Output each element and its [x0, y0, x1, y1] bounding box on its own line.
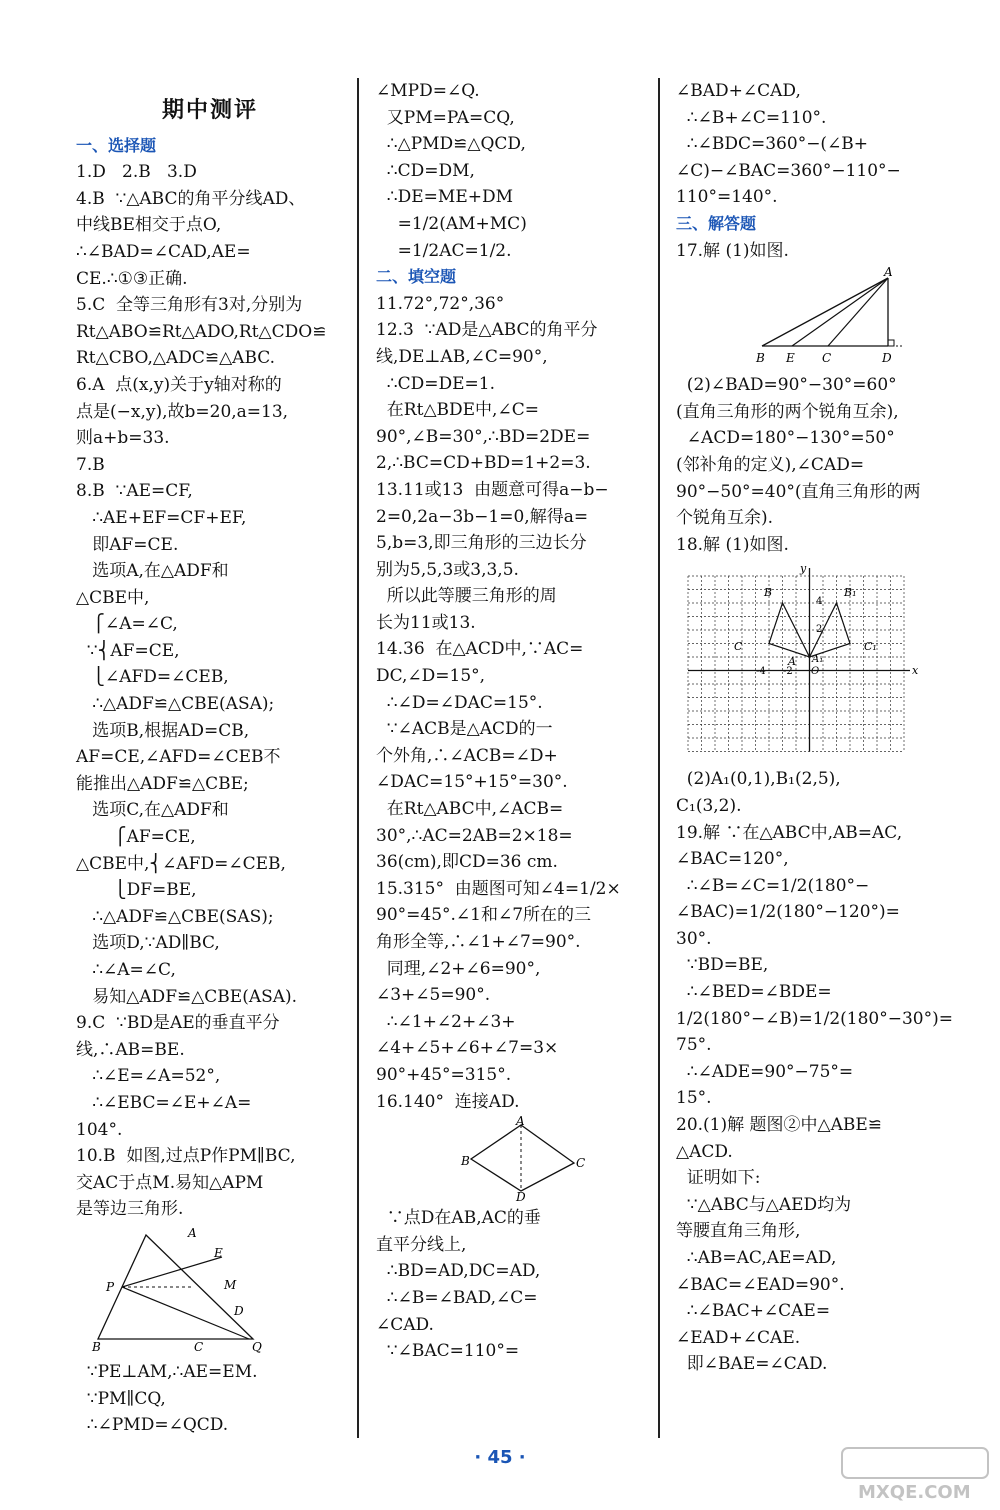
column-divider-1 [357, 78, 359, 1438]
text-line: ∵∠ACB是△ACD的一 [376, 719, 553, 740]
fig10-label: A [188, 1225, 197, 1240]
figure-q16 [376, 1114, 586, 1205]
text-line: 线,∴AB=BE. [76, 1039, 185, 1060]
text-line: ∴∠PMD=∠QCD. [76, 1415, 229, 1436]
column-3 [676, 78, 953, 1378]
text-line: 75°. [676, 1035, 712, 1056]
text-line: ∠CAD. [376, 1314, 434, 1335]
svg-text:A: A [884, 265, 893, 280]
text-line: ∵⎨AF=CE, [76, 640, 180, 661]
text-line: 90°,∠B=30°,∴BD=2DE= [376, 426, 591, 447]
text-line: ∵∠BAC=110°= [376, 1341, 520, 1362]
svg-text:A₁: A₁ [812, 654, 824, 666]
text-line: (2)A₁(0,1),B₁(2,5), [676, 769, 841, 790]
text-line: 6.A 点(x,y)关于y轴对称的 [76, 374, 282, 395]
svg-text:B: B [764, 586, 773, 600]
text-line: AF=CE,∠AFD=∠CEB不 [76, 747, 281, 768]
text-line: ∠BAD+∠CAD, [676, 81, 801, 101]
text-line: 中线BE相交于点O, [76, 215, 222, 236]
svg-text:C: C [822, 351, 832, 366]
text-line: 个外角,∴∠ACB=∠D+ [376, 745, 558, 766]
text-line: 30°,∴AC=2AB=2×18= [376, 825, 573, 846]
text-line: ∠ACD=180°−130°=50° [676, 428, 895, 449]
text-line: 15.315° 由题图可知∠4=1/2× [376, 878, 621, 899]
text-line: 17.解 (1)如图. [676, 240, 789, 261]
text-line: ⎧∠A=∠C, [76, 614, 178, 635]
text-line: ⎧AF=CE, [76, 827, 196, 848]
text-line: (2)∠BAD=90°−30°=60° [676, 375, 897, 396]
text-line: ∴∠E=∠A=52°, [76, 1066, 221, 1087]
text-line: ∴∠A=∠C, [76, 960, 176, 980]
text-line: 30°. [676, 928, 712, 949]
text-line: 1/2(180°−∠B)=1/2(180°−30°)= [676, 1008, 953, 1029]
text-line: 4.B ∵△ABC的角平分线AD、 [76, 188, 306, 209]
text-line: 即∠BAE=∠CAD. [676, 1354, 828, 1375]
text-line: C₁(3,2). [676, 795, 742, 816]
text-line: 在Rt△ABC中,∠ACB= [376, 799, 564, 820]
text-line: 20.(1)解 题图②中△ABE≌ [676, 1115, 883, 1136]
col1-lines [76, 159, 344, 1223]
text-line: ∴CD=DM, [376, 160, 475, 181]
text-line: 长为11或13. [376, 612, 476, 633]
text-line: ∴∠BAD=∠CAD,AE= [76, 241, 251, 262]
text-line: 选项A,在△ADF和 [76, 561, 229, 582]
svg-text:O: O [811, 666, 820, 678]
text-line: ∠4+∠5+∠6+∠7=3× [376, 1038, 559, 1059]
text-line: 5.C 全等三角形有3对,分别为 [76, 295, 303, 316]
svg-text:Q: Q [252, 1339, 262, 1354]
text-line: ∴∠B=∠BAD,∠C= [376, 1287, 538, 1308]
text-line: ∵PM∥CQ, [76, 1388, 166, 1409]
text-line: 所以此等腰三角形的周 [376, 586, 557, 607]
svg-text:C: C [576, 1156, 586, 1171]
text-line: ∠3+∠5=90°. [376, 985, 491, 1006]
svg-text:D: D [882, 351, 892, 366]
svg-text:y: y [800, 562, 807, 576]
svg-text:MXQE.COM: MXQE.COM [858, 1482, 971, 1503]
text-line: ∠BAC=∠EAD=90°. [676, 1274, 845, 1295]
text-line: 在Rt△BDE中,∠C= [376, 400, 539, 421]
text-line: 90°+45°=315°. [376, 1064, 512, 1085]
svg-text:D: D [516, 1190, 526, 1205]
text-line: ∠MPD=∠Q. [376, 81, 480, 101]
svg-text:C₁: C₁ [864, 640, 877, 654]
text-line: ∴DE=ME+DM [376, 187, 514, 208]
text-line: 选项B,根据AD=CB, [76, 720, 250, 741]
column-2 [376, 78, 644, 1365]
text-line: 点是(−x,y),故b=20,a=13, [76, 401, 289, 422]
text-line: ∠BAC)=1/2(180°−120°)= [676, 902, 900, 923]
text-line: ∵BD=BE, [676, 955, 769, 976]
text-line: 90°−50°=40°(直角三角形的两 [676, 481, 921, 502]
svg-text:A: A [788, 655, 796, 669]
text-line: 9.C ∵BD是AE的垂直平分 [76, 1013, 280, 1034]
text-line: 2,∴BC=CD+BD=1+2=3. [376, 453, 591, 474]
text-line: 证明如下: [676, 1168, 761, 1189]
text-line: ∴△ADF≌△CBE(SAS); [76, 906, 274, 927]
text-line: Rt△ABO≌Rt△ADO,Rt△CDO≌ [76, 321, 327, 342]
col2-lines-a [376, 78, 644, 264]
svg-text:B: B [461, 1154, 470, 1169]
text-line: 1.D 2.B 3.D [76, 162, 197, 183]
text-line: 角形全等,∴∠1+∠7=90°. [376, 932, 581, 952]
svg-text:M: M [224, 1277, 237, 1292]
text-line: △ACD. [676, 1141, 733, 1162]
svg-text:E: E [214, 1245, 223, 1260]
text-line: Rt△CBO,△ADC≌△ABC. [76, 348, 276, 369]
col2-lines-c [376, 1205, 644, 1365]
text-line: ∴△ADF≌△CBE(ASA); [76, 694, 275, 715]
text-line: 18.解 (1)如图. [676, 534, 789, 555]
text-line: ∴∠EBC=∠E+∠A= [76, 1092, 252, 1113]
text-line: 交AC于点M.易知△APM [76, 1172, 264, 1193]
figure-q10 [76, 1227, 276, 1355]
svg-text:C: C [194, 1339, 204, 1354]
text-line: ∴∠BDC=360°−(∠B+ [676, 134, 869, 155]
text-line: 直平分线上, [376, 1234, 467, 1255]
text-line: 即AF=CE. [76, 534, 179, 555]
text-line: 2=0,2a−3b−1=0,解得a= [376, 506, 589, 527]
text-line: ∠DAC=15°+15°=30°. [376, 772, 568, 793]
text-line: △CBE中, [76, 587, 150, 608]
text-line: ∴∠BAC+∠CAE= [676, 1301, 831, 1322]
col3-lines-c [676, 372, 948, 558]
column-divider-2 [658, 78, 660, 1438]
svg-text:B: B [756, 351, 765, 366]
text-line: 15°. [676, 1088, 712, 1109]
text-line: ∴BD=AD,DC=AD, [376, 1261, 541, 1282]
text-line: ∴CD=DE=1. [376, 373, 496, 394]
svg-text:B₁: B₁ [844, 586, 857, 600]
text-line: 5,b=3,即三角形的三边长分 [376, 533, 587, 554]
text-line: ∠BAC=120°, [676, 849, 789, 870]
svg-text:D: D [234, 1303, 244, 1318]
text-line: 19.解 ∵在△ABC中,AB=AC, [676, 822, 903, 843]
text-line: ∴∠B+∠C=110°. [676, 107, 827, 128]
col3-lines-a [676, 78, 948, 211]
text-line: △CBE中,⎨∠AFD=∠CEB, [76, 853, 286, 874]
text-line: (直角三角形的两个锐角互余), [676, 401, 899, 422]
column-1 [76, 78, 344, 1439]
text-line: ∵PE⊥AM,∴AE=EM. [76, 1361, 258, 1382]
text-line: ∠C)−∠BAC=360°−110°− [676, 160, 901, 181]
col3-lines-d [676, 766, 953, 1378]
text-line: ∵点D在AB,AC的垂 [376, 1208, 541, 1229]
text-line: (邻补角的定义),∠CAD= [676, 454, 865, 475]
text-line: ⎩∠AFD=∠CEB, [76, 667, 229, 688]
text-line: 别为5,5,3或3,3,5. [376, 559, 519, 580]
text-line: 14.36 在△ACD中,∵AC= [376, 639, 584, 660]
text-line: ⎩DF=BE, [76, 880, 197, 901]
text-line: ∴∠BED=∠BDE= [676, 982, 832, 1003]
text-line: 8.B ∵AE=CF, [76, 481, 193, 502]
text-line: ∵△ABC与△AED均为 [676, 1194, 852, 1215]
page-number: · 45 · [474, 1447, 526, 1468]
text-line: 是等边三角形. [76, 1199, 184, 1220]
svg-text:B: B [92, 1339, 101, 1354]
svg-text:x: x [912, 664, 919, 678]
text-line: 易知△ADF≌△CBE(ASA). [76, 986, 298, 1007]
page-title: 期中测评 [161, 98, 258, 123]
text-line: 90°=45°.∠1和∠7所在的三 [376, 905, 592, 926]
svg-text:-2: -2 [783, 666, 793, 678]
text-line: ∴∠1+∠2+∠3+ [376, 1011, 516, 1032]
col2-lines-b [376, 291, 644, 1115]
text-line: ∴∠ADE=90°−75°= [676, 1061, 854, 1082]
svg-text:E: E [786, 351, 795, 366]
text-line: =1/2AC=1/2. [376, 240, 512, 261]
text-line: 10.B 如图,过点P作PM∥BC, [76, 1146, 296, 1167]
col3-lines-b [676, 238, 948, 265]
text-line: =1/2(AM+MC) [376, 213, 527, 234]
svg-text:4: 4 [816, 596, 823, 608]
text-line: 同理,∠2+∠6=90°, [376, 958, 541, 979]
text-line: 13.11或13 由题意可得a−b− [376, 479, 609, 500]
svg-text:-4: -4 [756, 666, 766, 678]
text-line: 104°. [76, 1119, 123, 1140]
section-heading-choice: 一、选择题 [76, 135, 157, 155]
watermark-logo [840, 1444, 990, 1504]
text-line: ∴AB=AC,AE=AD, [676, 1248, 837, 1268]
text-line: 12.3 ∵AD是△ABC的角平分 [376, 320, 598, 341]
text-line: 36(cm),即CD=36 cm. [376, 852, 558, 873]
text-line: 110°=140°. [676, 187, 778, 208]
text-line: ∴∠D=∠DAC=15°. [376, 692, 543, 713]
text-line: 选项C,在△ADF和 [76, 800, 229, 821]
text-line: 线,DE⊥AB,∠C=90°, [376, 346, 548, 367]
text-line: 则a+b=33. [76, 428, 170, 449]
text-line: 11.72°,72°,36° [376, 293, 505, 314]
text-line: 7.B [76, 454, 105, 475]
text-line: ∠EAD+∠CAE. [676, 1327, 801, 1348]
text-line: 选项D,∵AD∥BC, [76, 933, 220, 954]
svg-text:C: C [734, 640, 743, 654]
text-line: ∴△PMD≌△QCD, [376, 134, 526, 155]
text-line: DC,∠D=15°, [376, 666, 486, 687]
text-line: CE.∴①③正确. [76, 268, 188, 289]
text-line: 能推出△ADF≌△CBE; [76, 773, 249, 794]
text-line: 个锐角互余). [676, 508, 774, 529]
figure-q18 [676, 562, 919, 762]
svg-text:A: A [516, 1114, 525, 1129]
section-heading-solve: 三、解答题 [676, 213, 757, 233]
text-line: ∴AE+EF=CF+EF, [76, 507, 247, 528]
text-line: 等腰直角三角形, [676, 1221, 801, 1242]
text-line: 又PM=PA=CQ, [376, 107, 515, 128]
col1-lines-after [76, 1359, 344, 1439]
figure-q17 [676, 265, 916, 368]
svg-text:2: 2 [816, 624, 823, 636]
text-line: ∴∠B=∠C=1/2(180°− [676, 875, 870, 896]
svg-text:P: P [106, 1279, 115, 1294]
text-line: 16.140° 连接AD. [376, 1091, 520, 1112]
section-heading-fill: 二、填空题 [376, 267, 457, 287]
